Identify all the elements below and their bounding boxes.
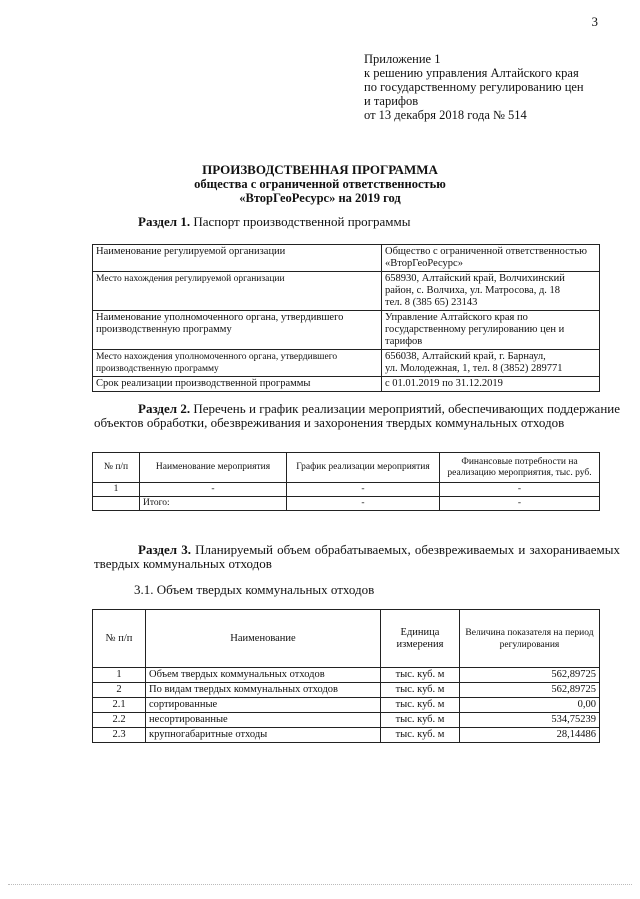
table-cell: - xyxy=(440,497,600,511)
table-cell: 562,89725 xyxy=(460,683,600,698)
table-cell: тыс. куб. м xyxy=(381,698,460,713)
table-row xyxy=(93,713,600,728)
column-header: Величина показателя на период регулирования xyxy=(460,610,600,668)
table-header-row xyxy=(93,610,600,668)
table-cell: крупногабаритные отходы xyxy=(146,728,381,743)
table-cell: тыс. куб. м xyxy=(381,728,460,743)
section1-heading xyxy=(138,215,410,229)
table-row xyxy=(93,311,600,350)
table-cell: тыс. куб. м xyxy=(381,668,460,683)
table-cell: 562,89725 xyxy=(460,668,600,683)
table-cell: 1 xyxy=(93,483,140,497)
table-cell: - xyxy=(287,483,440,497)
table-row xyxy=(93,668,600,683)
section1-text: Паспорт производственной программы xyxy=(193,214,411,229)
table-cell: - xyxy=(440,483,600,497)
table-cell: 2.2 xyxy=(93,713,146,728)
passport-value: 658930, Алтайский край, Волчихинский район, с. Волчиха, ул. Матросова, д. 18 тел. 8 (385 65) 23143 xyxy=(382,272,600,311)
table-cell: 2.1 xyxy=(93,698,146,713)
table-cell: 1 xyxy=(93,668,146,683)
column-header: № п/п xyxy=(93,453,140,483)
section3-text: Планируемый объем обрабатываемых, обезвреживаемых и захораниваемых твердых коммунальных отходов xyxy=(94,542,621,571)
table-cell: По видам твердых коммунальных отходов xyxy=(146,683,381,698)
table-cell: 0,00 xyxy=(460,698,600,713)
passport-value: 656038, Алтайский край, г. Барнаул, ул. Молодежная, 1, тел. 8 (3852) 289771 xyxy=(382,350,600,377)
activities-table xyxy=(92,452,600,511)
table-cell: несортированные xyxy=(146,713,381,728)
table-header-row xyxy=(93,453,600,483)
table-row xyxy=(93,377,600,392)
appendix-line: по государственному регулированию цен xyxy=(364,80,584,94)
passport-value: Управление Алтайского края по государственному регулированию цен и тарифов xyxy=(382,311,600,350)
passport-label: Место нахождения регулируемой организации xyxy=(93,272,382,311)
table-row xyxy=(93,483,600,497)
table-row xyxy=(93,497,600,511)
appendix-note xyxy=(364,52,584,122)
table-cell xyxy=(93,497,140,511)
appendix-line: Приложение 1 xyxy=(364,52,441,66)
document-title xyxy=(0,163,640,205)
title-line: общества с ограниченной ответственностью xyxy=(194,177,446,191)
table-cell: тыс. куб. м xyxy=(381,713,460,728)
table-row xyxy=(93,272,600,311)
title-line: ПРОИЗВОДСТВЕННАЯ ПРОГРАММА xyxy=(202,162,438,177)
passport-label: Наименование уполномоченного органа, утвердившего производственную программу xyxy=(93,311,382,350)
passport-value: Общество с ограниченной ответственностью «ВторГеоРесурс» xyxy=(382,245,600,272)
passport-label: Срок реализации производственной программы xyxy=(93,377,382,392)
section3-label: Раздел 3. xyxy=(138,542,191,557)
section2-heading xyxy=(94,402,620,430)
table-row xyxy=(93,683,600,698)
column-header: № п/п xyxy=(93,610,146,668)
title-line: «ВторГеоРесурс» на 2019 год xyxy=(239,191,401,205)
column-header: Наименование xyxy=(146,610,381,668)
table-cell: 28,14486 xyxy=(460,728,600,743)
table-cell: 2 xyxy=(93,683,146,698)
passport-value: с 01.01.2019 по 31.12.2019 xyxy=(382,377,600,392)
section2-text: Перечень и график реализации мероприятий, обеспечивающих поддержание объектов обработки, обезвреживания и захоронения твердых коммунальных отходов xyxy=(94,401,621,430)
table-cell: Объем твердых коммунальных отходов xyxy=(146,668,381,683)
table-cell: тыс. куб. м xyxy=(381,683,460,698)
table-row xyxy=(93,350,600,377)
column-header: График реализации мероприятия xyxy=(287,453,440,483)
waste-volume-table xyxy=(92,609,600,743)
section2-label: Раздел 2. xyxy=(138,401,191,416)
table-row xyxy=(93,245,600,272)
passport-table xyxy=(92,244,600,392)
column-header: Финансовые потребности на реализацию мероприятия, тыс. руб. xyxy=(440,453,600,483)
passport-label: Наименование регулируемой организации xyxy=(93,245,382,272)
appendix-line: к решению управления Алтайского края xyxy=(364,66,579,80)
appendix-line: от 13 декабря 2018 года № 514 xyxy=(364,108,527,122)
table-cell: - xyxy=(140,483,287,497)
table-cell: 2.3 xyxy=(93,728,146,743)
table-row xyxy=(93,698,600,713)
section1-label: Раздел 1. xyxy=(138,214,191,229)
table-cell: - xyxy=(287,497,440,511)
column-header: Единица измерения xyxy=(381,610,460,668)
table-cell: Итого: xyxy=(140,497,287,511)
column-header: Наименование мероприятия xyxy=(140,453,287,483)
footer-divider xyxy=(8,884,632,885)
subsection-heading: 3.1. Объем твердых коммунальных отходов xyxy=(134,582,375,597)
page-number: 3 xyxy=(591,14,598,29)
table-row xyxy=(93,728,600,743)
section3-heading xyxy=(94,543,620,571)
table-cell: сортированные xyxy=(146,698,381,713)
passport-label: Место нахождения уполномоченного органа, утвердившего производственную программу xyxy=(93,350,382,377)
table-cell: 534,75239 xyxy=(460,713,600,728)
appendix-line: и тарифов xyxy=(364,94,419,108)
